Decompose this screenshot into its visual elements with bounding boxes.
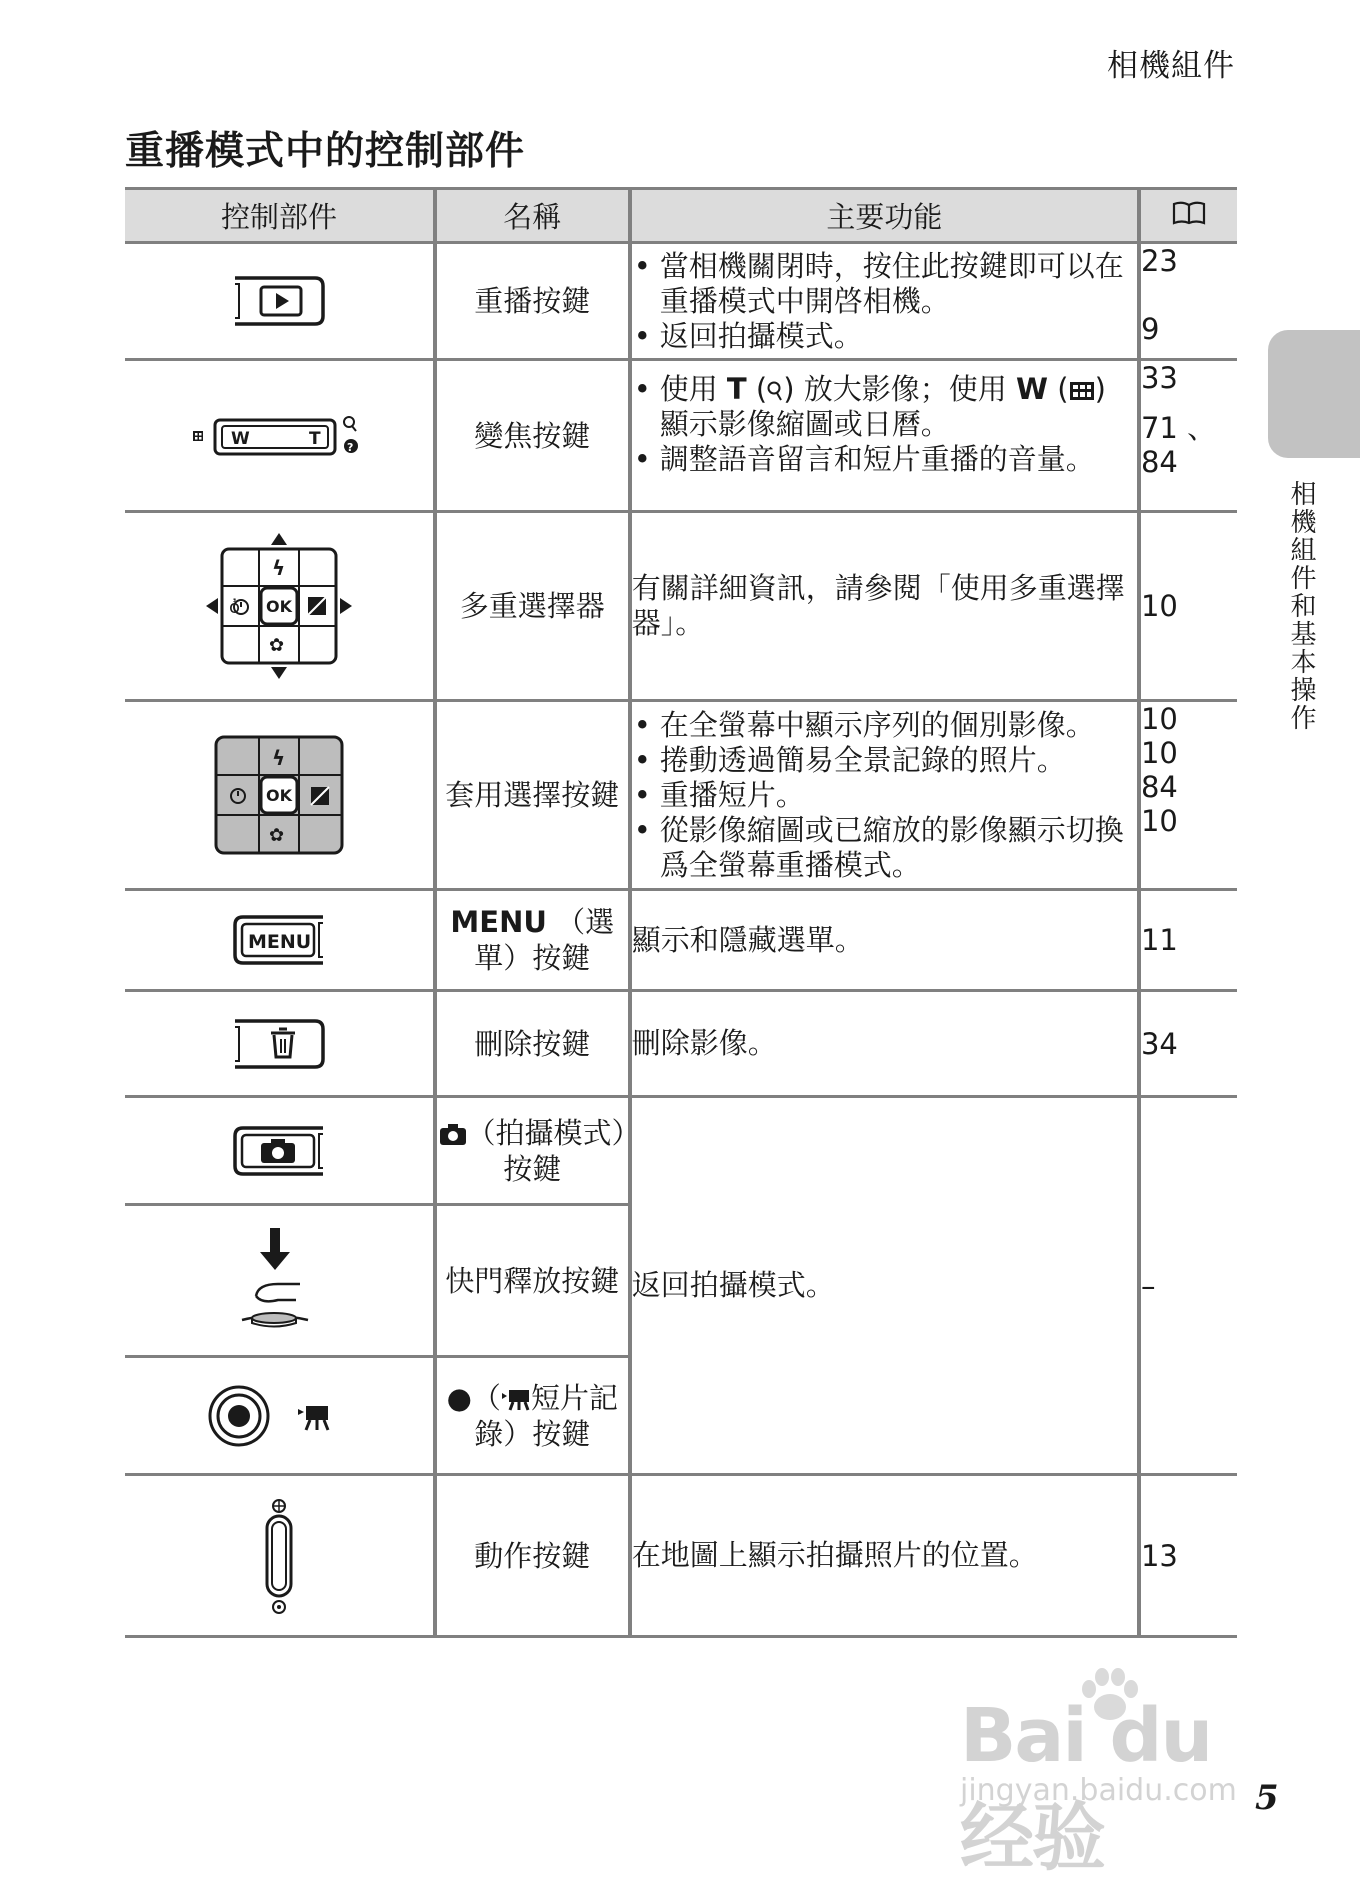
column-header-name: 名稱	[435, 189, 630, 243]
table-row	[125, 243, 1237, 360]
camera-icon	[439, 1122, 467, 1146]
control-function: 顯示和隱藏選單。	[630, 890, 1139, 991]
shooting-mode-button-icon	[231, 1124, 327, 1178]
menu-button-icon	[231, 913, 327, 967]
svg-text:OK: OK	[265, 786, 292, 805]
control-name: 套用選擇按鍵	[435, 701, 630, 890]
svg-text:W: W	[230, 428, 250, 449]
table-row	[125, 1097, 1237, 1205]
control-cell	[125, 991, 435, 1097]
svg-text:✿: ✿	[268, 635, 285, 656]
function-item: • 返回拍攝模式。	[632, 319, 1137, 354]
function-item: • 從影像縮圖或已縮放的影像顯示切換爲全螢幕重播模式。	[632, 813, 1137, 883]
page-ref: 10	[1140, 702, 1178, 736]
table-row	[125, 701, 1237, 890]
svg-text:OK: OK	[265, 597, 292, 616]
table-row	[125, 1475, 1237, 1637]
page-ref: 71 、	[1140, 411, 1217, 445]
help-icon	[344, 439, 358, 454]
page-ref: 84	[1140, 445, 1178, 479]
column-header-page	[1139, 189, 1237, 243]
control-function: 刪除影像。	[630, 991, 1139, 1097]
svg-text:?: ?	[346, 440, 354, 454]
page-ref: 9	[1140, 312, 1160, 346]
control-function: 返回拍攝模式。	[630, 1097, 1139, 1475]
section-header: 相機組件	[1107, 48, 1235, 84]
table-row	[125, 890, 1237, 991]
function-item: • 捲動透過簡易全景記錄的照片。	[632, 743, 1137, 778]
book-icon	[1172, 200, 1206, 226]
svg-text:ϟ: ϟ	[271, 556, 286, 580]
control-name: 變焦按鍵	[435, 360, 630, 512]
page-refs	[1139, 243, 1237, 360]
control-name: （拍攝模式）按鍵	[435, 1097, 630, 1205]
movie-icon	[298, 1406, 328, 1430]
shutter-release-button-icon	[234, 1226, 324, 1336]
delete-button-icon	[231, 1017, 327, 1071]
movie-record-button-icon	[204, 1381, 354, 1451]
function-item: • 重播短片。	[632, 778, 1137, 813]
control-cell	[125, 360, 435, 512]
control-cell	[125, 1475, 435, 1637]
table-row	[125, 360, 1237, 512]
control-name: 快門釋放按鍵	[435, 1205, 630, 1357]
playback-button-icon	[231, 274, 327, 328]
zoom-control-icon	[191, 412, 367, 460]
thumbnail-icon	[193, 431, 203, 441]
globe-icon	[273, 1500, 285, 1512]
camera-icon	[261, 1139, 295, 1163]
control-cell	[125, 890, 435, 991]
function-item: • 當相機關閉時，按住此按鍵即可以在重播模式中開啓相機。	[632, 249, 1137, 319]
page-ref: 10	[1139, 512, 1237, 701]
page-ref: 13	[1139, 1475, 1237, 1637]
action-icon	[273, 1601, 285, 1613]
svg-text:T: T	[308, 428, 321, 449]
svg-text:MENU: MENU	[247, 931, 312, 953]
column-header-control: 控制部件	[125, 189, 435, 243]
side-tab	[1268, 330, 1360, 458]
control-cell	[125, 1205, 435, 1357]
control-name: MENU （選單）按鍵	[435, 890, 630, 991]
magnify-icon	[767, 380, 783, 402]
page-ref: 33	[1140, 361, 1178, 395]
table-header-row	[125, 189, 1237, 243]
magnify-icon	[344, 417, 356, 431]
column-header-function: 主要功能	[630, 189, 1139, 243]
trash-icon	[271, 1029, 295, 1057]
multi-selector-icon	[204, 531, 354, 681]
function-item: • 調整語音留言和短片重播的音量。	[632, 442, 1137, 477]
action-button-icon	[259, 1496, 299, 1616]
control-cell	[125, 512, 435, 701]
menu-label: MENU	[450, 905, 547, 939]
function-item: • 使用 T ( ) 放大影像；使用 W ( ) 顯示影像縮圖或日曆。	[632, 372, 1137, 442]
control-cell	[125, 243, 435, 360]
page-ref: 84	[1140, 770, 1178, 804]
control-cell	[125, 1097, 435, 1205]
page-number: 5	[1255, 1778, 1279, 1818]
control-function	[630, 243, 1139, 360]
controls-table	[125, 187, 1237, 1638]
control-name: 動作按鍵	[435, 1475, 630, 1637]
control-name: 多重選擇器	[435, 512, 630, 701]
svg-text:✿: ✿	[268, 825, 285, 846]
watermark	[960, 1665, 1280, 1881]
page-ref: 10	[1140, 804, 1178, 838]
watermark-url: jingyan.baidu.com	[960, 1773, 1237, 1808]
watermark-logo: Bai du 经验	[960, 1693, 1212, 1881]
control-cell	[125, 1357, 435, 1475]
svg-text:ὀ: ὀ	[228, 597, 240, 618]
control-name: 刪除按鍵	[435, 991, 630, 1097]
page-ref: 34	[1139, 991, 1237, 1097]
control-name: 重播按鍵	[435, 243, 630, 360]
page-ref: –	[1139, 1097, 1237, 1475]
apply-selection-button-icon	[214, 735, 344, 855]
page-refs	[1139, 701, 1237, 890]
movie-icon	[501, 1387, 531, 1411]
function-item: • 在全螢幕中顯示序列的個別影像。	[632, 708, 1137, 743]
thumbnail-icon	[1069, 380, 1095, 402]
page-ref: 23	[1140, 244, 1178, 278]
page-refs	[1139, 360, 1237, 512]
page-title: 重播模式中的控制部件	[125, 129, 526, 174]
page-ref: 11	[1139, 890, 1237, 991]
control-function	[630, 701, 1139, 890]
control-function	[630, 360, 1139, 512]
table-row	[125, 991, 1237, 1097]
control-function: 在地圖上顯示拍攝照片的位置。	[630, 1475, 1139, 1637]
side-tab-label: 相機組件和基本操作	[1286, 480, 1316, 732]
svg-text:ϟ: ϟ	[271, 746, 286, 770]
table-row	[125, 512, 1237, 701]
control-cell	[125, 701, 435, 890]
control-name: ●（ 短片記錄）按鍵	[435, 1357, 630, 1475]
page-ref: 10	[1140, 736, 1178, 770]
control-function: 有關詳細資訊，請參閱「使用多重選擇器」。	[630, 512, 1139, 701]
